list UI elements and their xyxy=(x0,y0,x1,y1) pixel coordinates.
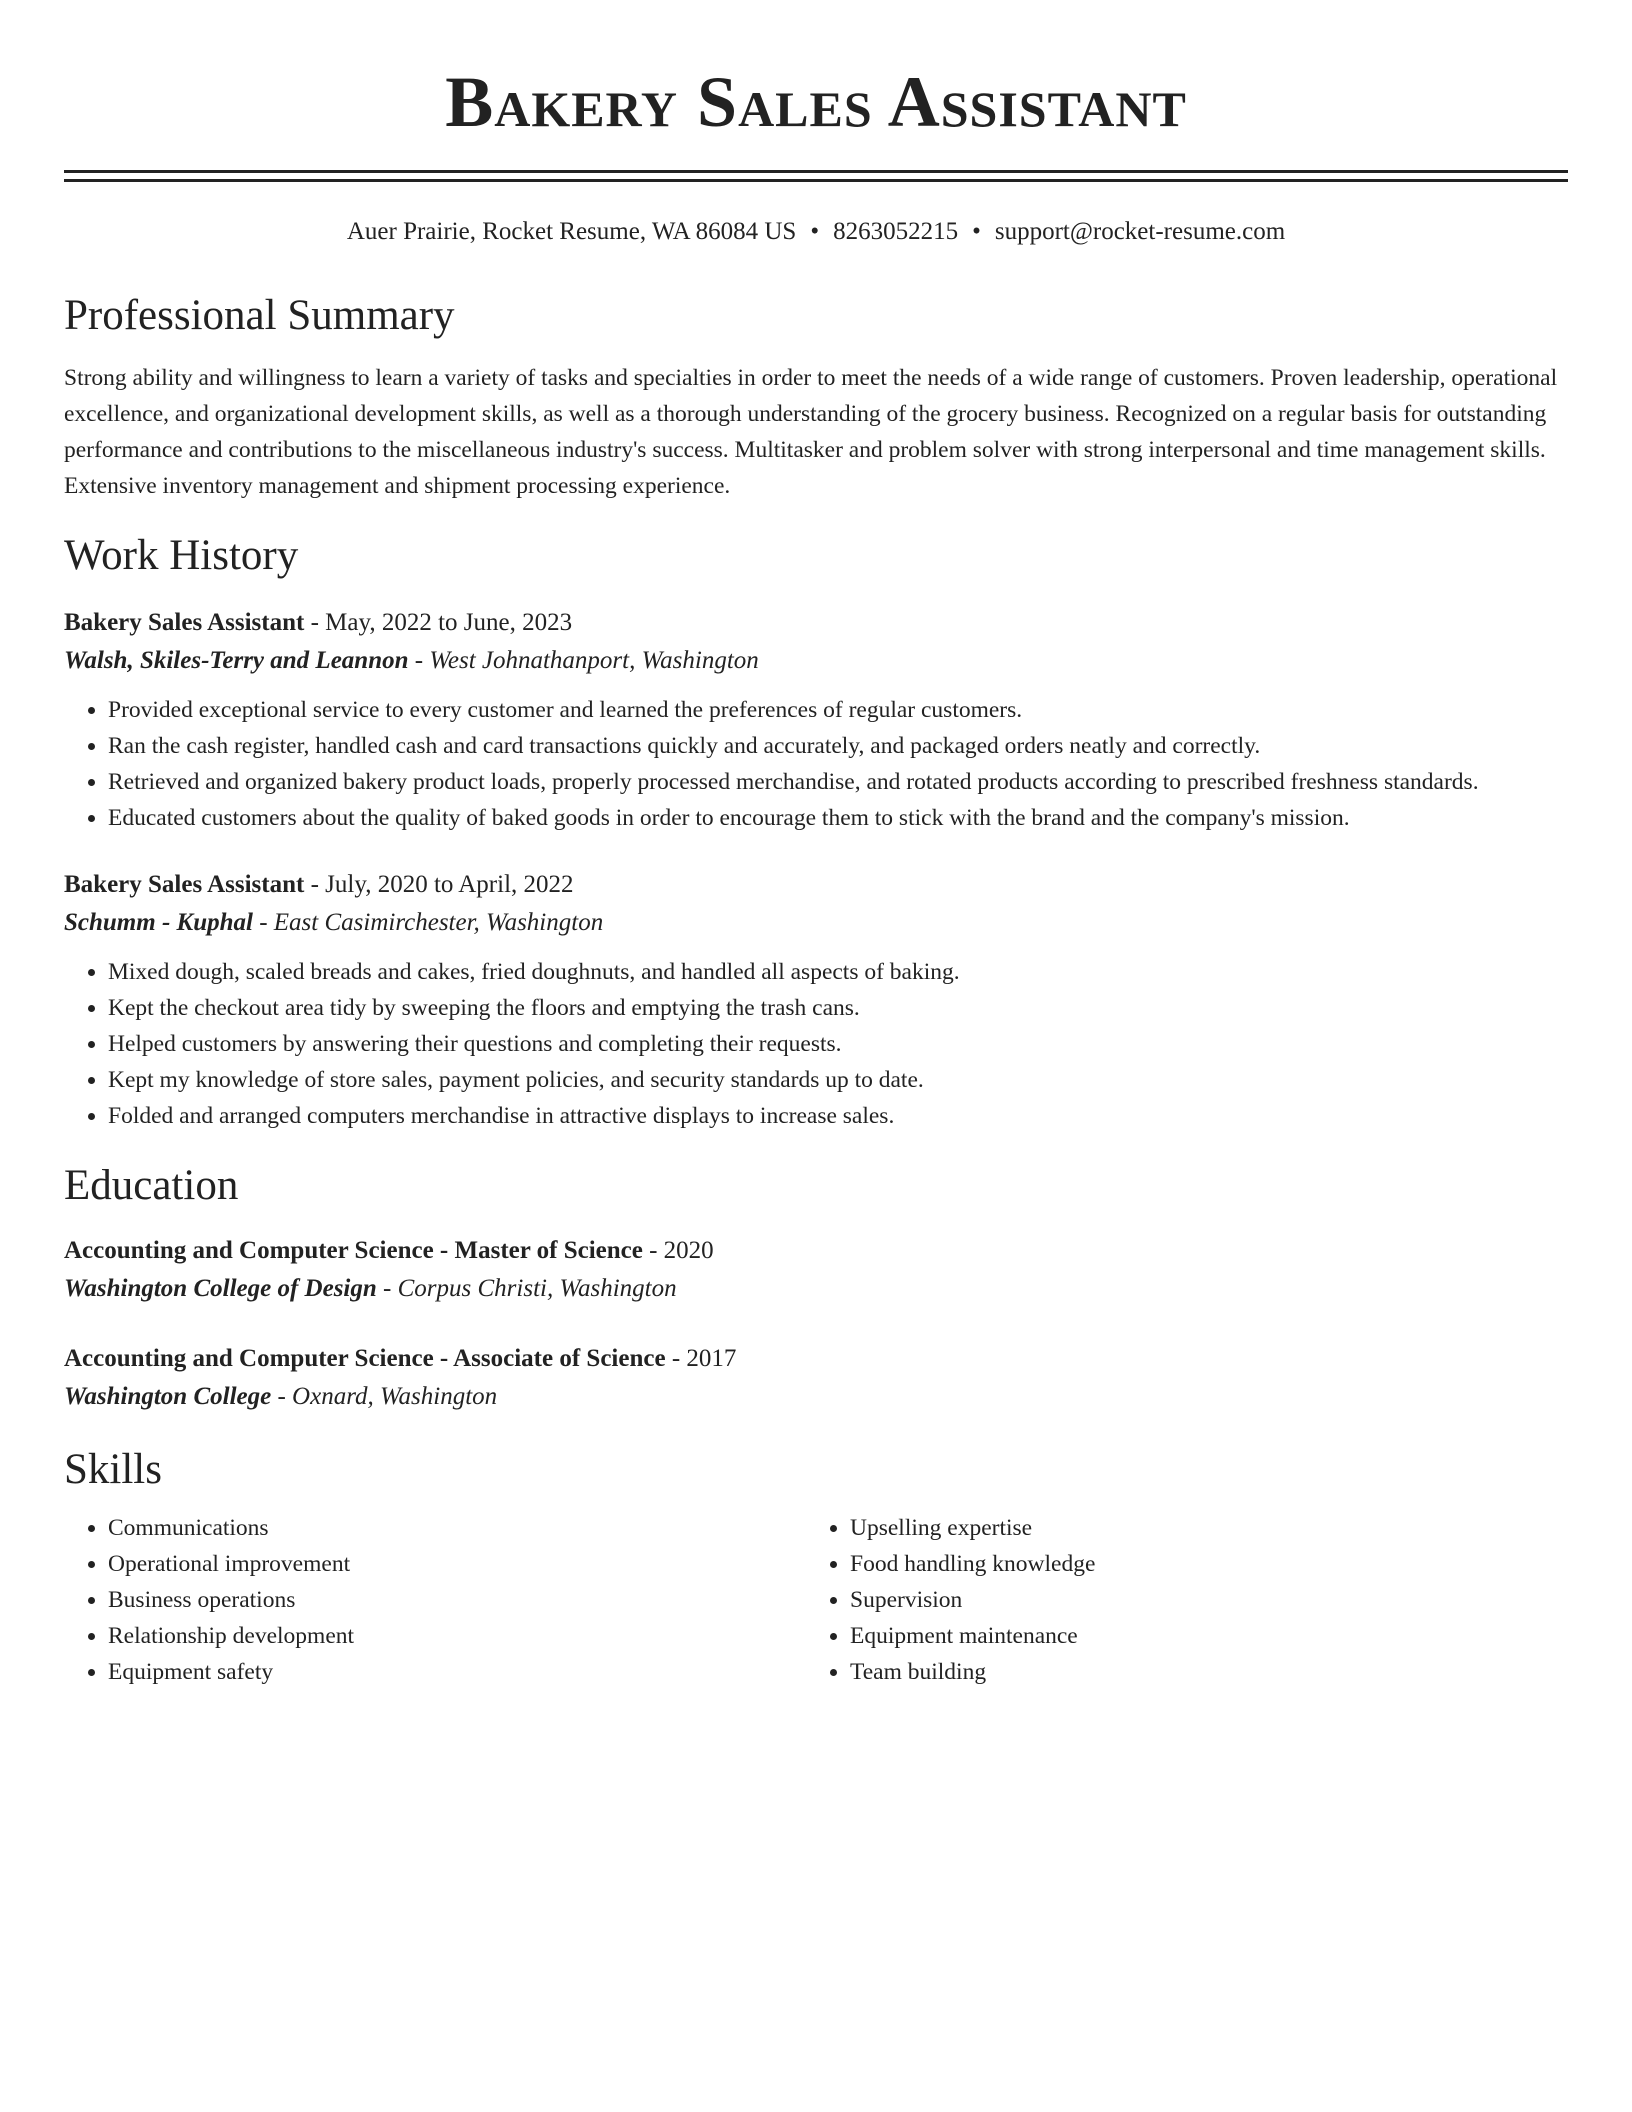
job-dates: - May, 2022 to June, 2023 xyxy=(310,609,573,636)
job-duty: • Retrieved and organized bakery product loads, properly processed merchandise, and rotated products according to prescribed freshness standards. xyxy=(108,764,1568,800)
job-company: Walsh, Skiles-Terry and Leannon xyxy=(64,647,409,674)
skill-item: • Food handling knowledge xyxy=(850,1546,1548,1582)
header-double-rule xyxy=(64,170,1568,182)
education-school: Washington College of Design xyxy=(64,1275,377,1302)
job-company: Schumm - Kuphal xyxy=(64,909,253,936)
summary-text: Strong ability and willingness to learn a variety of tasks and specialties in order to meet the needs of a wide range of customers. Proven leadership, operational excellence, and organizational development skills, as well as a thorough understanding of the grocery business. Recognized on a regular basis for outstanding performance and contributions to the miscellaneous industry's success. Multitasker and problem solver with strong interpersonal and time management skills. Extensive inventory management and shipment processing experience. xyxy=(64,365,1558,499)
section-title-skills: Skills xyxy=(64,1446,162,1493)
job-employer xyxy=(64,904,1568,942)
job-location: - East Casimirchester, Washington xyxy=(259,909,604,936)
job-entry xyxy=(64,604,1568,836)
job-position: Bakery Sales Assistant xyxy=(64,871,305,898)
education-entry xyxy=(64,1340,1568,1416)
bullet-separator: • xyxy=(810,218,820,245)
education-location: - Corpus Christi, Washington xyxy=(383,1275,677,1302)
job-heading xyxy=(64,604,1568,642)
skill-item: • Business operations xyxy=(108,1582,806,1618)
job-duty: • Folded and arranged computers merchandise in attractive displays to increase sales. xyxy=(108,1098,1568,1134)
skills-list-right xyxy=(806,1510,1548,1690)
job-duty: • Educated customers about the quality of baked goods in order to encourage them to stick with the brand and the company's mission. xyxy=(108,800,1568,836)
job-location: - West Johnathanport, Washington xyxy=(414,647,759,674)
skill-item: • Equipment safety xyxy=(108,1654,806,1690)
contact-address: Auer Prairie, Rocket Resume, WA 86084 US xyxy=(346,218,797,245)
job-duties-list xyxy=(64,954,1568,1134)
skill-item: • Operational improvement xyxy=(108,1546,806,1582)
education-year: - 2017 xyxy=(671,1345,737,1372)
job-position: Bakery Sales Assistant xyxy=(64,609,305,636)
resume-name: Bakery Sales Assistant xyxy=(445,62,1187,142)
skill-item: • Equipment maintenance xyxy=(850,1618,1548,1654)
job-dates: - July, 2020 to April, 2022 xyxy=(310,871,574,898)
bullet-separator: • xyxy=(972,218,981,245)
education-school: Washington College xyxy=(64,1383,272,1410)
skill-item: • Supervision xyxy=(850,1582,1548,1618)
education-location: - Oxnard, Washington xyxy=(277,1383,498,1410)
contact-line xyxy=(64,216,1568,248)
section-title-work-history: Work History xyxy=(64,532,299,579)
skill-item: • Team building xyxy=(850,1654,1548,1690)
education-degree: Accounting and Computer Science - Associate of Science xyxy=(64,1345,666,1372)
job-duty: • Provided exceptional service to every customer and learned the preferences of regular customers. xyxy=(108,692,1568,728)
skills-list-left xyxy=(64,1510,806,1690)
job-heading xyxy=(64,866,1568,904)
section-title-summary: Professional Summary xyxy=(64,292,455,339)
skill-item: • Relationship development xyxy=(108,1618,806,1654)
job-duty: • Kept the checkout area tidy by sweeping the floors and emptying the trash cans. xyxy=(108,990,1568,1026)
education-year: - 2020 xyxy=(649,1237,714,1264)
job-duty: • Ran the cash register, handled cash and card transactions quickly and accurately, and packaged orders neatly and correctly. xyxy=(108,728,1568,764)
education-heading xyxy=(64,1340,1568,1378)
job-duty: • Mixed dough, scaled breads and cakes, fried doughnuts, and handled all aspects of baking. xyxy=(108,954,1568,990)
skill-item: • Upselling expertise xyxy=(850,1510,1548,1546)
job-duty: • Helped customers by answering their questions and completing their requests. xyxy=(108,1026,1568,1062)
skill-item: • Communications xyxy=(108,1510,806,1546)
education-institution xyxy=(64,1378,1568,1416)
contact-email: support@rocket-resume.com xyxy=(994,218,1286,245)
education-degree: Accounting and Computer Science - Master of Science xyxy=(64,1237,643,1264)
job-duties-list xyxy=(64,692,1568,836)
skills-grid xyxy=(64,1510,1568,1690)
education-institution xyxy=(64,1270,1568,1308)
education-heading xyxy=(64,1232,1568,1270)
contact-phone: 8263052215 xyxy=(833,218,959,245)
section-title-education: Education xyxy=(64,1162,239,1209)
job-employer xyxy=(64,642,1568,680)
education-entry xyxy=(64,1232,1568,1308)
job-duty: • Kept my knowledge of store sales, payment policies, and security standards up to date. xyxy=(108,1062,1568,1098)
job-entry xyxy=(64,866,1568,1134)
